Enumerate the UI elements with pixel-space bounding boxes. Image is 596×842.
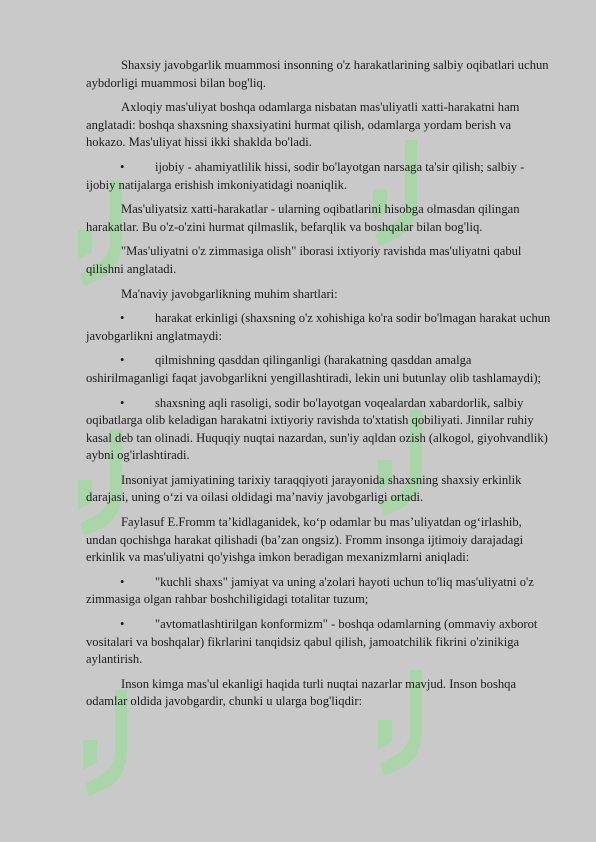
list-item-text: shaxsning aqli rasoligi, sodir bo'layotgan voqealardan xabardorlik, salbiy oqibatlarga olib keladigan harakatni ixtiyoriy ravishda to'xtatish qobiliyati. Jinnilar ruhiy kasal deb tan olinadi. Huquqiy nuqtai nazardan, sun'iy aqldan ozish (alkogol, giyohvandlik) aybni og'irlashtiradi.: [86, 395, 548, 463]
list-item: [86, 352, 552, 387]
bullet-icon: •: [120, 574, 125, 589]
paragraph: Faylasuf E.Fromm ta’kidlaganidek, ko‘p odamlar bu mas’uliyatdan og‘irlashib, undan qochishga harakat qilishadi (ba’zan ongsiz). Fromm insonga ijtimoiy darajadagi erkinlik va mas'uliyatni qo'yishga imkon beradigan mexanizmlarni aniqladi:: [86, 515, 524, 565]
paragraph: Shaxsiy javobgarlik muammosi insonning o'z harakatlarining salbiy oqibatlari uchun aybdorligi muammosi bilan bog'liq.: [86, 58, 549, 90]
list-item: [86, 310, 552, 345]
bullet-icon: •: [120, 617, 125, 632]
bullet-icon: •: [120, 311, 125, 326]
list-item: [86, 574, 552, 609]
list-item: [86, 616, 552, 669]
paragraph: Ma'naviy javobgarlikning muhim shartlari:: [121, 286, 338, 301]
paragraph: Inson kimga mas'ul ekanligi haqida turli nuqtai nazarlar mavjud. Inson boshqa odamlar oldida javobgardir, chunki u ularga bog'liqdir:: [86, 676, 517, 709]
bullet-icon: •: [120, 353, 125, 368]
document-body: [86, 57, 552, 711]
paragraph: Insoniyat jamiyatining tarixiy taraqqiyoti jarayonida shaxsning shaxsiy erkinlik darajasi, uning o‘zi va oilasi oldidagi ma’naviy javobgarligi ortadi.: [86, 472, 522, 505]
list-item-text: ijobiy - ahamiyatlilik hissi, sodir bo'layotgan narsaga ta'sir qilish; salbiy - ijobiy natijalarga erishish imkoniyatidagi noaniqlik.: [86, 159, 525, 192]
bullet-icon: •: [120, 159, 125, 174]
paragraph: "Mas'uliyatni o'z zimmasiga olish" iborasi ixtiyoriy ravishda mas'uliyatni qabul qilishni anglatadi.: [86, 244, 522, 276]
list-item-text: "avtomatlashtirilgan konformizm" - boshqa odamlarning (ommaviy axborot vositalari va boshqalar) fikrlarini tanqidsiz qabul qilish, jamoatchilik fikrini o'zinikiga aylantirish.: [86, 617, 538, 667]
list-item-text: "kuchli shaxs" jamiyat va uning a'zolari hayoti uchun to'liq mas'uliyatni o'z zimmasiga olgan rahbar boshchiligidagi totalitar tuzum;: [86, 574, 534, 607]
list-item-text: harakat erkinligi (shaxsning o'z xohishiga ko'ra sodir bo'lmagan harakat uchun javobgarlikni anglatmaydi:: [86, 311, 551, 343]
paragraph: Axloqiy mas'uliyat boshqa odamlarga nisbatan mas'uliyatli xatti-harakatni ham anglatadi: boshqa shaxsning shaxsiyatini hurmat qilish, odamlarga yordam berish va hokazo. Mas'uliyat hissi ikki shaklda bo'ladi.: [86, 100, 520, 150]
paragraph: Mas'uliyatsiz xatti-harakatlar - ularning oqibatlarini hisobga olmasdan qilingan harakatlar. Bu o'z-o'zini hurmat qilmaslik, befarqlik va boshqalar bilan bog'liq.: [86, 202, 520, 234]
list-item-text: qilmishning qasddan qilinganligi (harakatning qasddan amalga oshirilmaganligi faqat javobgarlikni yengillashtiradi, lekin uni butunlay olib tashlamaydi);: [86, 353, 542, 385]
list-item: [86, 395, 552, 465]
bullet-icon: •: [120, 395, 125, 410]
list-item: [86, 159, 552, 194]
